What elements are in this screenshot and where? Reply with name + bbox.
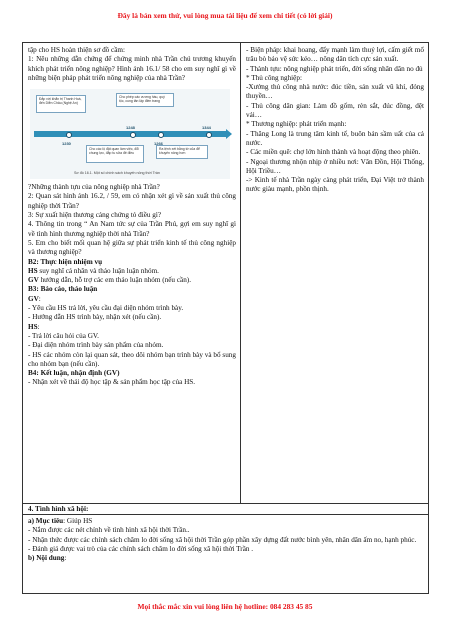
- step-b3-hs-1: - Trả lời câu hỏi của GV.: [28, 331, 99, 340]
- intro-text: tập cho HS hoàn thiện sơ đồ cầm:: [28, 46, 126, 54]
- step-b4-title: B4: Kết luận, nhận định (GV): [28, 369, 120, 378]
- timeline-dot: [130, 132, 136, 138]
- answer-rural-markets: - Các miền quê: chợ lớn hình thành và hoạt động theo phiên.: [246, 148, 421, 157]
- step-b2-gv: GV hướng dẫn, hỗ trợ các em thảo luận nhóm (nếu cần).: [28, 276, 191, 285]
- lesson-table: [22, 42, 429, 594]
- objective-item-3: - Đánh giá được vai trò của các chính sách chăm lo đời sống xã hội thời Trần .: [28, 544, 254, 553]
- step-b3-hs-label: HS:: [28, 322, 40, 331]
- step-b2-title: B2: Thực hiện nhiệm vụ: [28, 257, 103, 266]
- timeline-dot: [206, 132, 212, 138]
- figure-box-4: Ra lệnh xét bằng tờ của để khuyến nông hơn: [156, 145, 208, 159]
- hs-label: HS: [28, 266, 38, 275]
- objective-item-2: - Nhận thức được các chính sách chăm lo đời sống xã hội thời Trần góp phần xây dựng đất nước bình yên, nhân dân ấm no, hạnh phúc.: [28, 535, 417, 544]
- gv-label: GV: [28, 276, 39, 285]
- step-b3-gv-label: GV:: [28, 294, 41, 303]
- answer-achievements: - Thành tựu: nông nghiệp phát triển, đời sống nhân dân no đủ: [246, 64, 423, 73]
- objective-item-1: - Nắm được các nét chính về tình hình xã hội thời Trần..: [28, 526, 190, 535]
- answer-state-workshop: -Xưởng thủ công nhà nước: đúc tiền, sản xuất vũ khí, đóng thuyền…: [246, 83, 424, 101]
- timeline-dot: [66, 132, 72, 138]
- answer-folk-handicraft: - Thủ công dân gian: Làm đồ gốm, rèn sắt, đúc đồng, dệt vải…: [246, 101, 424, 120]
- timeline-year: 1266: [154, 141, 163, 147]
- answer-measures: - Biện pháp: khai hoang, đẩy mạnh làm thuỷ lợi, cấm giết mổ trâu bò bảo vệ sức kéo… nông dân tích cực sản xuất.: [246, 46, 424, 64]
- figure-caption: Sơ đồ 16.1. Một số chính sách khuyến nông thời Trần: [74, 171, 160, 176]
- section-4-content: [28, 517, 424, 563]
- question-1: 1: Nêu những dẫn chứng để chứng minh nhà Trần chú trương khuyến khích phát triển nông nghiệp? Hình ảnh 16.1/ 58 cho em suy nghĩ gì về những biện pháp phát triển nông nghiệp của nhà Trần?: [28, 55, 236, 82]
- answer-thang-long: - Thăng Long là trung tâm kinh tế, buôn bán sầm uất của cả nước.: [246, 129, 424, 147]
- objective-line: a) Mục tiêu: Giúp HS: [28, 517, 93, 525]
- question-4: 4. Thông tin trong “ An Nam tức sự của Trần Phú, gợi em suy nghĩ gì về tình hình thương nghiệp thời nhà Trần?: [28, 220, 236, 238]
- answer-conclusion: -> Kinh tế nhà Trần ngày càng phát triển, Đại Việt trở thành nước giàu mạnh, phồn thịnh.: [246, 176, 424, 194]
- bottom-hotline-banner: Mọi thắc mắc xin vui lòng liên hệ hotline: 084 283 45 85: [137, 602, 313, 611]
- section-4-title: 4. Tình hình xã hội:: [28, 505, 89, 513]
- figure-box-1: Đắp với khẩn trị Thanh Hoá, đến Diễn Châu (Nghệ An): [36, 95, 86, 113]
- policy-timeline-figure: [30, 89, 230, 179]
- timeline-year: 1344: [202, 125, 211, 131]
- top-preview-banner: Đây là bản xem thử, vui lòng mua tài liệu để xem chi tiết (có lời giải): [117, 11, 333, 20]
- step-b3-title: B3: Báo cáo, thảo luận: [28, 285, 98, 294]
- step-b4-text: - Nhận xét về thái độ học tập & sản phẩm học tập của HS.: [28, 378, 196, 387]
- figure-box-3: Cho các lộ đặt quan làm việc, đổi chung lực, đắp tu sửa đê điều: [86, 145, 144, 163]
- answer-handicraft-title: * Thủ công nghiệp:: [246, 73, 302, 82]
- timeline-dot: [158, 132, 164, 138]
- question-2: 2: Quan sát hình ảnh 16.2, / 59, em có nhận xét gì về sản xuất thủ công nghiệp thời Trần?: [28, 192, 236, 210]
- question-5: 5. Em cho biết mối quan hệ giữa sự phát triển kinh tế thủ công nghiệp và thương nghiệp?: [28, 238, 236, 257]
- timeline-year: 1230: [62, 141, 71, 147]
- step-b3-hs-3: - HS các nhóm còn lại quan sát, theo dõi nhóm bạn trình bày và bổ sung cho nhóm bạn (nếu cần).: [28, 350, 236, 368]
- row-divider: [23, 514, 428, 515]
- step-b3-gv-2: - Hướng dẫn HS trình bày, nhận xét (nếu cần).: [28, 313, 162, 322]
- step-b3-gv-1: - Yêu cầu HS trả lời, yêu cầu đại diện nhóm trình bày.: [28, 304, 184, 313]
- step-b2-hs: HS suy nghĩ cá nhân và thảo luận luận nhóm.: [28, 266, 159, 275]
- right-column: [246, 46, 424, 195]
- column-divider: [240, 43, 241, 503]
- answer-commerce-title: * Thương nghiệp: phát triển mạnh:: [246, 120, 347, 129]
- question-3: 3: Sự xuất hiện thương cảng chứng tỏ điều gì?: [28, 211, 162, 220]
- answer-foreign-trade: - Ngoại thương nhộn nhịp ở nhiều nơi: Vân Đồn, Hội Thống, Hội Triều…: [246, 157, 424, 175]
- content-line: b) Nội dung:: [28, 554, 67, 563]
- timeline-year: 1248: [126, 125, 135, 131]
- row-divider: [23, 503, 428, 504]
- figure-box-2: Cho phép các vương hầu, quý tộc, cung tân lập điền trang: [116, 93, 174, 107]
- left-column: [28, 46, 236, 388]
- question-1b: ?Những thành tựu của nông nghiệp nhà Trần?: [28, 183, 160, 192]
- step-b3-hs-2: - Đại diện nhóm trình bày sản phẩm của nhóm.: [28, 341, 164, 350]
